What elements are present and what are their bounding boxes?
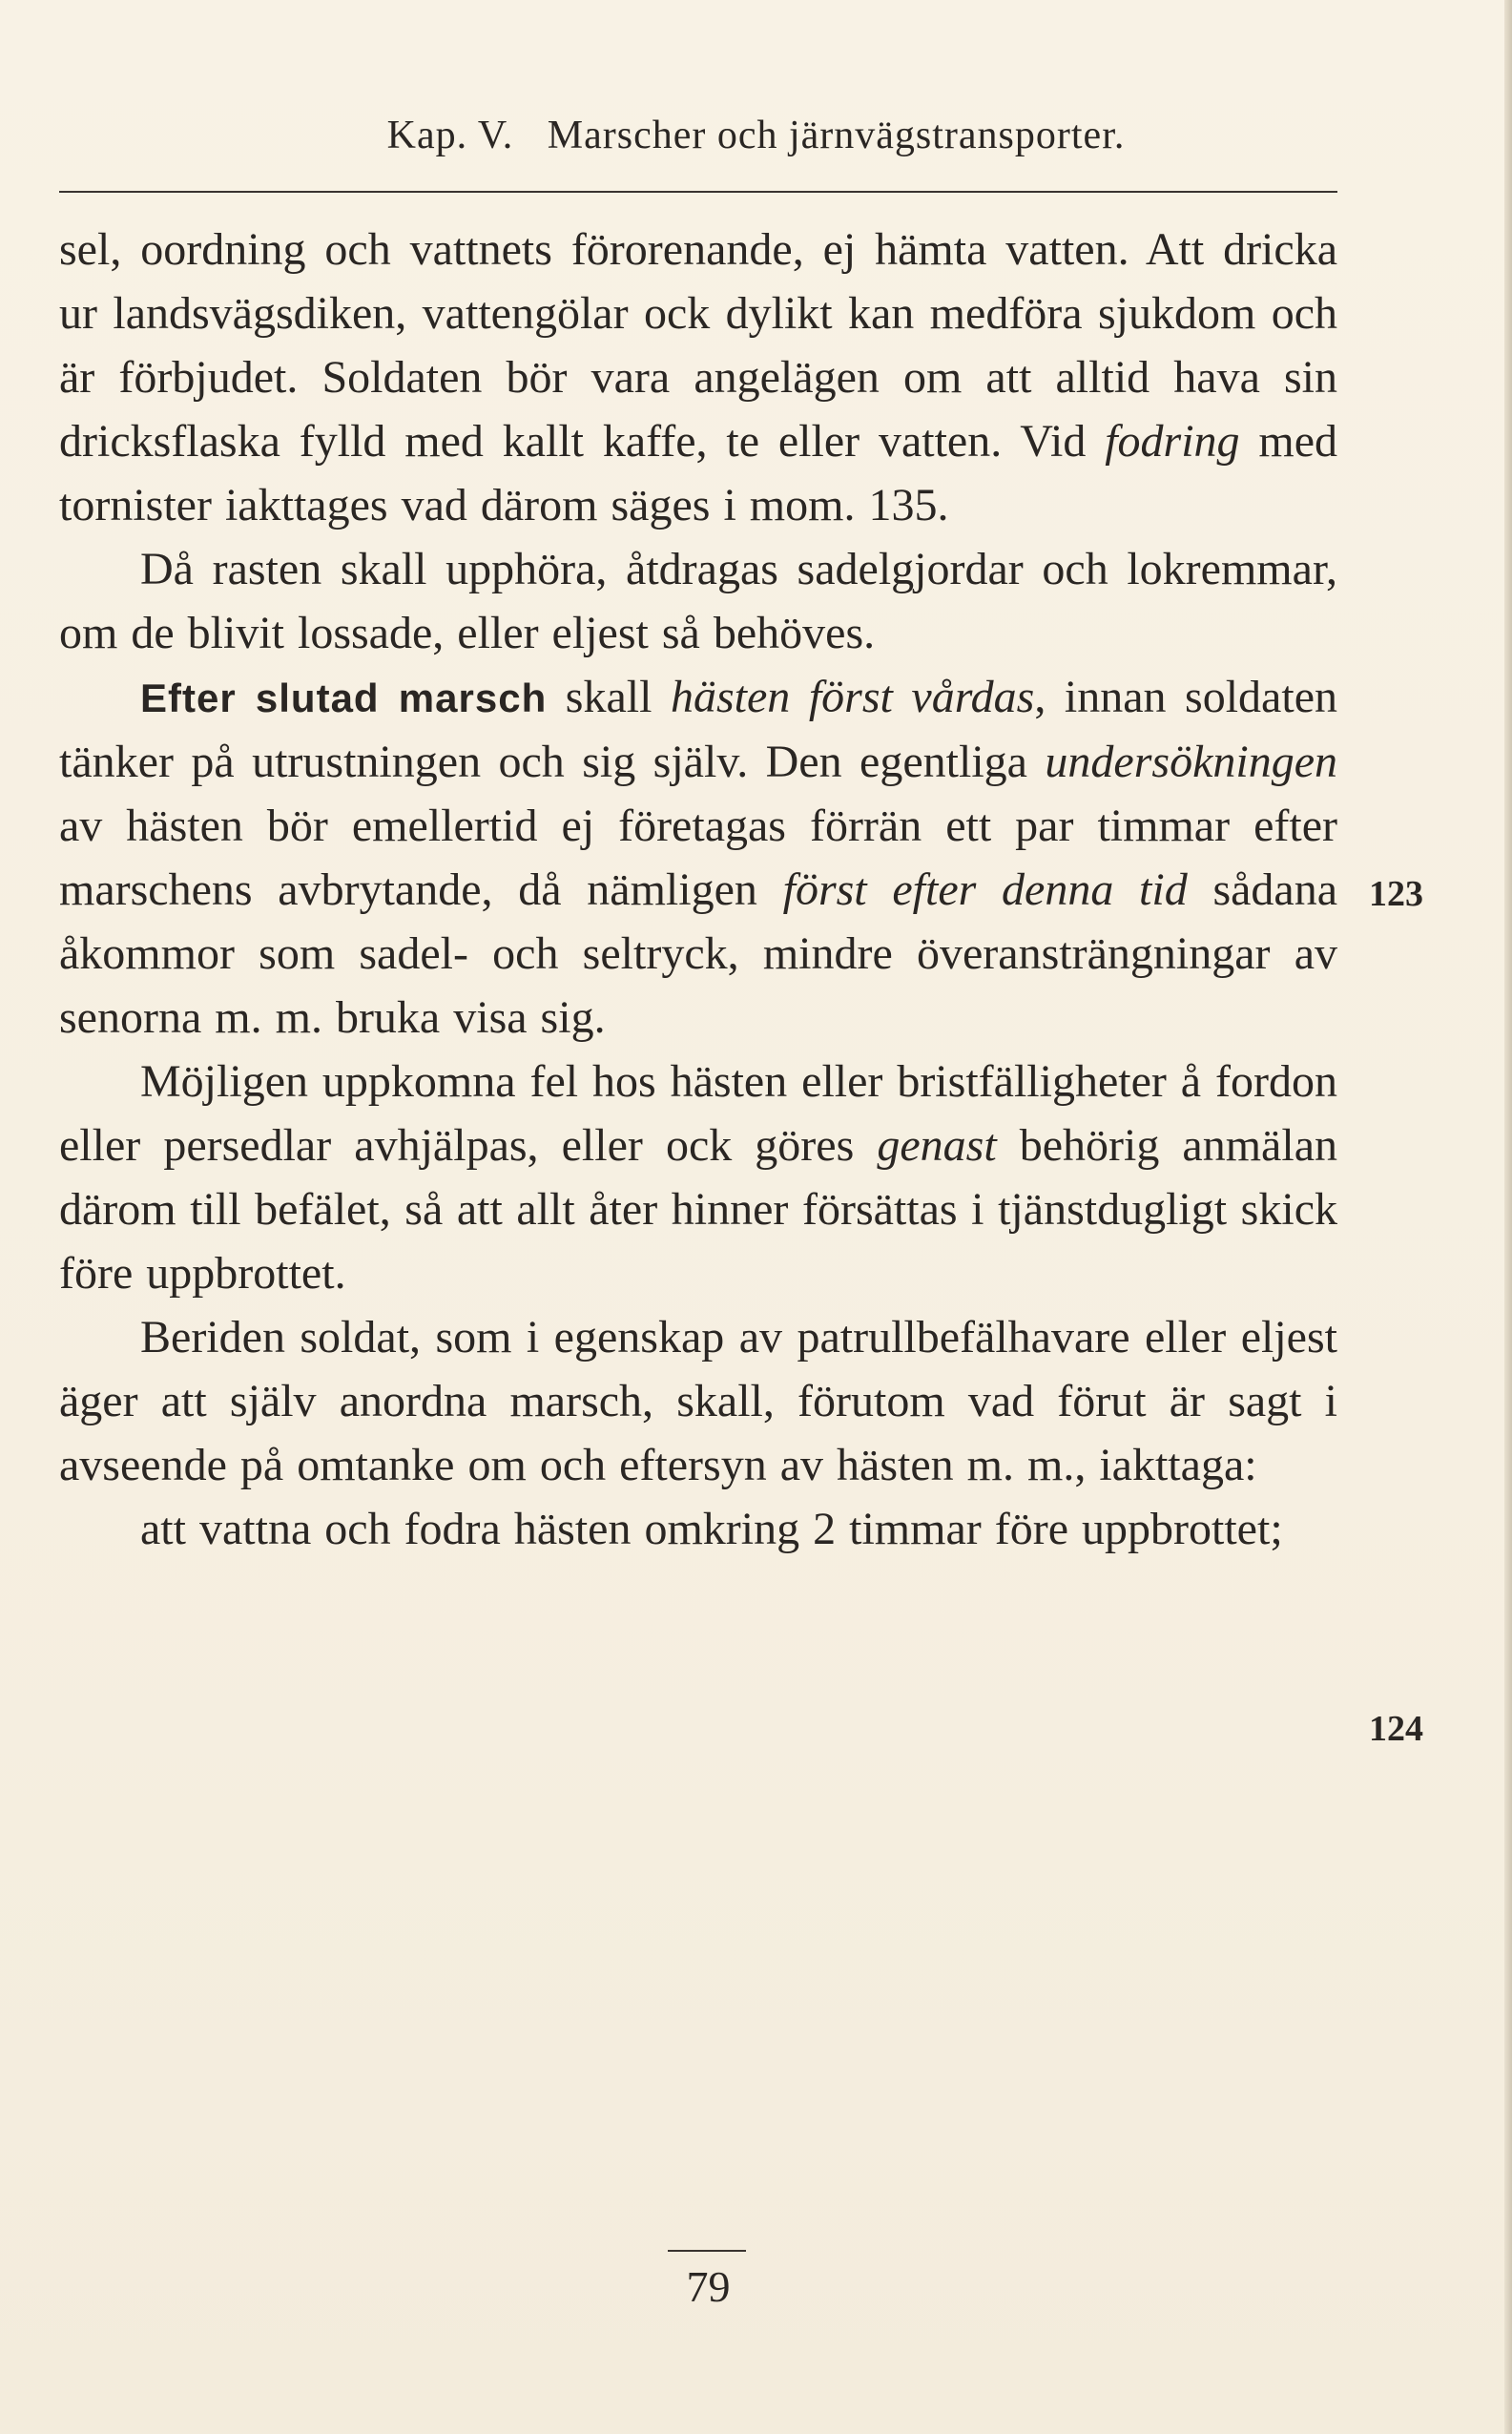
paragraph-1 <box>59 218 1337 537</box>
paragraph-5-text: Beriden soldat, som i egenskap av patrullbefälhavare eller eljest äger att själv anordna marsch, skall, förutom vad förut är sagt i avseende på omtanke om och eftersyn av hästen m. m., iakttaga: <box>59 1312 1337 1490</box>
paragraph-6 <box>59 1497 1337 1561</box>
header-rule <box>59 191 1337 193</box>
paragraph-1-text: sel, oordning och vattnets förorenande, ej hämta vatten. Att dricka ur landsvägsdiken, vattengölar ock dylikt kan medföra sjukdom och är förbjudet. Soldaten bör vara angelägen om att alltid hava sin dricksflaska fylld med kallt kaffe, te eller vatten. <box>59 224 1337 467</box>
paragraph-1b-pre: Vid <box>1020 416 1087 467</box>
paragraph-3-b: , innan soldaten tänker på utrustningen och sig själv. Den egentliga <box>59 672 1338 787</box>
emphasis-fodring: fodring <box>1105 416 1240 467</box>
paragraph-2-text: Då rasten skall upphöra, åtdragas sadelgjordar och lokremmar, om de blivit lossade, eller eljest så behöves. <box>59 544 1337 658</box>
running-header <box>0 113 1512 158</box>
paragraph-3-a: skall <box>565 672 652 722</box>
body-text <box>59 218 1337 1561</box>
margin-number-123: 123 <box>1369 874 1423 914</box>
emphasis-forst-efter-denna-tid: först efter denna tid <box>782 864 1188 915</box>
page-edge <box>1504 0 1512 2434</box>
paragraph-3-d: sådana åkommor som sadel- och seltryck, mindre överansträngningar av senorna m. m. bruka visa sig. <box>59 864 1338 1043</box>
paragraph-1b-post: med tornister iakttages vad därom säges i mom. 135. <box>59 416 1338 530</box>
paragraph-2 <box>59 537 1337 665</box>
paragraph-6-text: att vattna och fodra hästen omkring 2 timmar före uppbrottet; <box>140 1504 1283 1554</box>
bold-heading-efter-slutad-marsch: Efter slutad marsch <box>140 676 548 720</box>
paragraph-3-c: av hästen bör emellertid ej företagas förrän ett par timmar efter marschens avbrytande, då nämligen <box>59 801 1337 915</box>
page-number: 79 <box>686 2262 731 2311</box>
chapter-title: Marscher och järnvägstransporter. <box>547 114 1126 157</box>
emphasis-undersokningen: undersökningen <box>1045 737 1338 787</box>
emphasis-genast: genast <box>877 1120 997 1171</box>
margin-number-124: 124 <box>1369 1709 1423 1749</box>
paragraph-5 <box>59 1305 1337 1497</box>
paragraph-4 <box>59 1050 1337 1305</box>
paragraph-4-b: behörig anmälan därom till befälet, så att allt åter hinner försättas i tjänstdugligt skick före uppbrottet. <box>59 1120 1338 1299</box>
paragraph-3 <box>59 665 1337 1050</box>
paragraph-4-a: Möjligen uppkomna fel hos hästen eller bristfälligheter å fordon eller persedlar avhjälpas, eller ock göres <box>59 1056 1337 1171</box>
chapter-label: Kap. V. <box>386 114 514 157</box>
emphasis-hasten-forst-vardas: hästen först vårdas <box>670 672 1035 722</box>
page-number-rule <box>668 2250 746 2252</box>
